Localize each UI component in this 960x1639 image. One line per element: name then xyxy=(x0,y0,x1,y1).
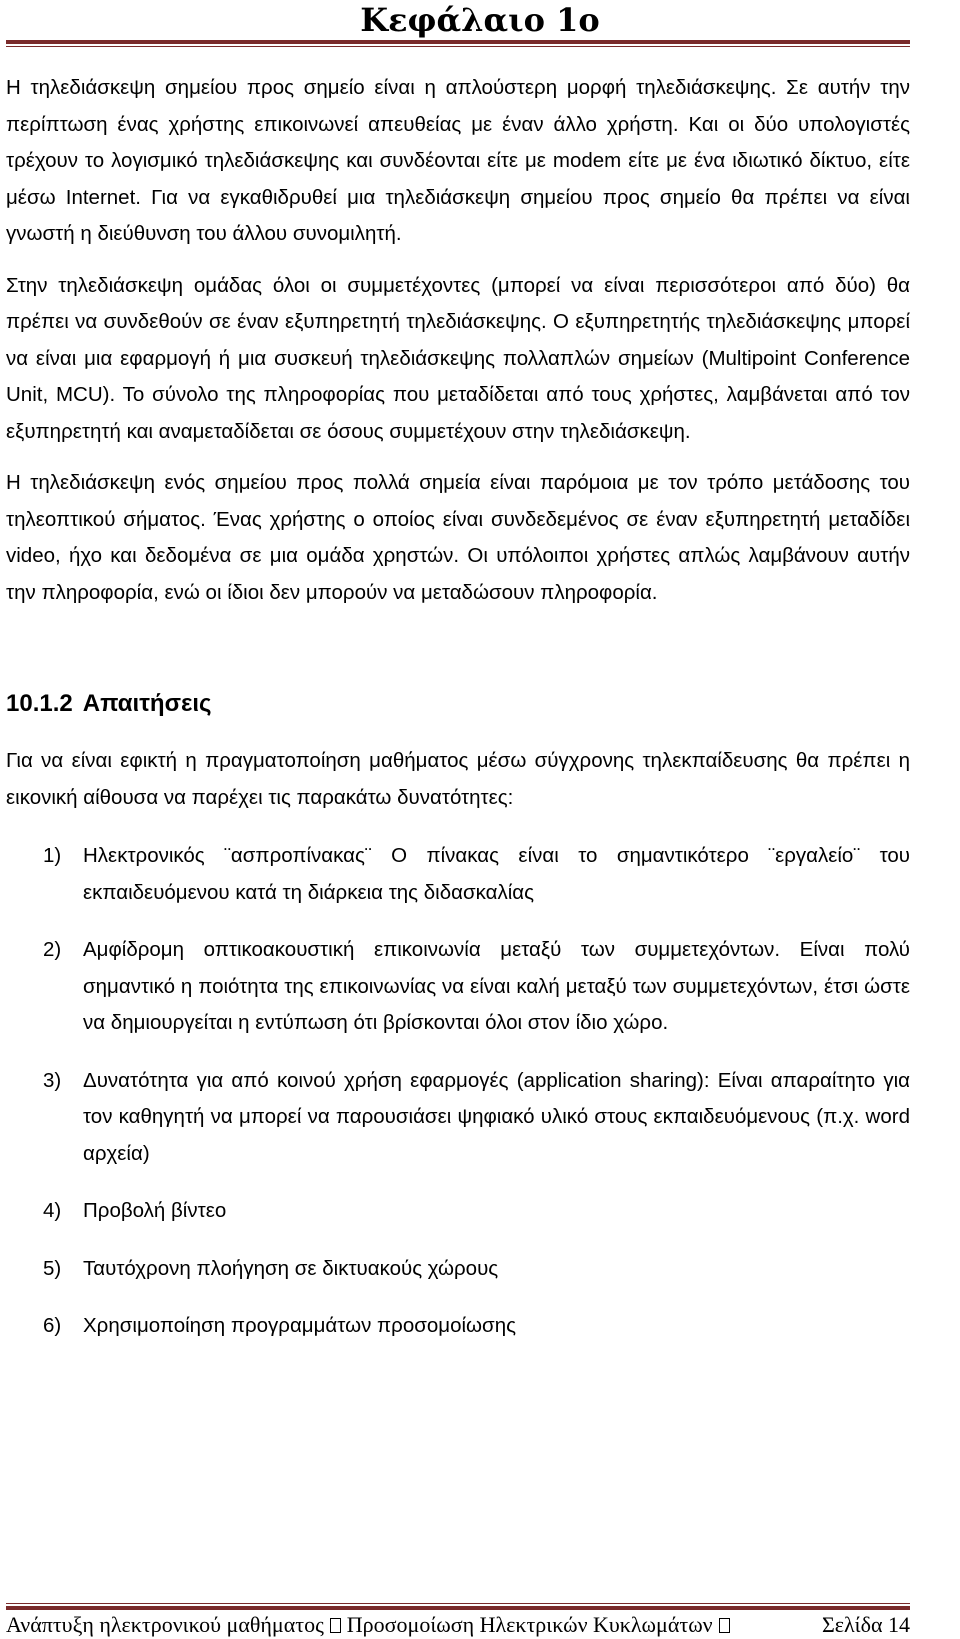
list-marker: 3) xyxy=(43,1068,62,1092)
list-item-text: Αμφίδρομη οπτικοακουστική επικοινωνία μεταξύ των συμμετεχόντων. Είναι πολύ σημαντικό η ποιότητα της επικοινωνίας να είναι καλή μεταξύ των συμμετεχόντων, έτσι ώστε να δημιουργείται η εντύπωση ότι βρίσκονται όλοι στον ίδιο χώρο. xyxy=(83,938,910,1034)
page-title: Κεφάλαιο 1ο xyxy=(360,1,600,39)
footer-rule-thin xyxy=(6,1603,910,1604)
footer-course-part: Ανάπτυξη ηλεκτρονικού μαθήματος xyxy=(6,1612,324,1637)
separator-box-icon xyxy=(719,1618,730,1633)
separator-box-icon xyxy=(330,1618,341,1633)
list-item xyxy=(6,838,910,911)
footer-page-number: Σελίδα 14 xyxy=(821,1612,910,1637)
section-number: 10.1.2 xyxy=(6,690,73,717)
list-item-text: Προβολή βίντεο xyxy=(83,1199,227,1222)
requirements-list xyxy=(6,838,910,1345)
footer-course-title xyxy=(6,1612,736,1638)
paragraph-point-to-point: Η τηλεδιάσκεψη σημείου προς σημείο είναι η απλούστερη μορφή τηλεδιάσκεψης. Σε αυτήν την περίπτωση ένας χρήστης επικοινωνεί απευθείας με έναν άλλο χρήστη. Και οι δύο υπολογιστές τρέχουν το λογισμικό τηλεδιάσκεψης και συνδέονται είτε με modem είτε με ένα ιδιωτικό δίκτυο, είτε μέσω Internet. Για να εγκαθιδρυθεί μια τηλεδιάσκεψη σημείου προς σημείο θα πρέπει να είναι γνωστή η διεύθυνση του άλλου συνομιλητή. xyxy=(6,76,910,245)
footer-rule xyxy=(6,1606,910,1610)
list-item-text: Ταυτόχρονη πλοήγηση σε δικτυακούς χώρους xyxy=(83,1256,499,1280)
list-item-text: Δυνατότητα για από κοινού χρήση εφαρμογές (application sharing): Είναι απαραίτητο για τον καθηγητή να μπορεί να παρουσιάσει ψηφιακό υλικό στους εκπαιδευόμενους (π.χ. word αρχεία) xyxy=(83,1068,910,1165)
list-item xyxy=(6,1251,910,1288)
list-marker: 1) xyxy=(43,844,62,867)
list-marker: 2) xyxy=(43,938,62,961)
header-rule-thin xyxy=(6,46,910,47)
footer-course-subtitle: Προσομοίωση Ηλεκτρικών Κυκλωμάτων xyxy=(346,1612,713,1637)
list-item xyxy=(6,1193,910,1230)
list-marker: 5) xyxy=(43,1256,62,1280)
section-intro: Για να είναι εφικτή η πραγματοποίηση μαθήματος μέσω σύγχρονης τηλεκπαίδευσης θα πρέπει η εικονική αίθουσα να παρέχει τις παρακάτω δυνατότητες: xyxy=(6,749,910,809)
list-item xyxy=(6,1308,910,1345)
list-marker: 4) xyxy=(43,1199,62,1222)
paragraph-one-to-many: Η τηλεδιάσκεψη ενός σημείου προς πολλά σημεία είναι παρόμοια με τον τρόπο μετάδοσης του τηλεοπτικού σήματος. Ένας χρήστης ο οποίος είναι συνδεδεμένος σε έναν εξυπηρετητή μεταδίδει video, ήχο και δεδομένα σε μια ομάδα χρηστών. Οι υπόλοιποι χρήστες απλώς λαμβάνουν αυτήν την πληροφορία, ενώ οι ίδιοι δεν μπορούν να μεταδώσουν πληροφορία. xyxy=(6,471,910,604)
document-body xyxy=(6,70,910,1366)
section-title: Απαιτήσεις xyxy=(82,690,212,717)
paragraph-group-conference: Στην τηλεδιάσκεψη ομάδας όλοι οι συμμετέχοντες (μπορεί να είναι περισσότεροι από δύο) θα πρέπει να συνδεθούν σε έναν εξυπηρετητή τηλεδιάσκεψης. Ο εξυπηρετητής τηλεδιάσκεψης μπορεί να είναι μια εφαρμογή ή μια συσκευή τηλεδιάσκεψης πολλαπλών σημείων (Multipoint Conference Unit, MCU). Το σύνολο της πληροφορίας που μεταδίδεται από τους χρήστες, λαμβάνεται από τον εξυπηρετητή και αναμεταδίδεται σε όσους συμμετέχουν στην τηλεδιάσκεψη. xyxy=(6,273,910,443)
list-item xyxy=(6,1063,910,1173)
header-rule xyxy=(6,40,910,44)
list-marker: 6) xyxy=(43,1314,62,1337)
list-item-text: Χρησιμοποίηση προγραμμάτων προσομοίωσης xyxy=(83,1314,516,1337)
page-footer xyxy=(6,1612,910,1638)
list-item-text: Ηλεκτρονικός ¨ασπροπίνακας¨ Ο πίνακας είναι το σημαντικότερο ¨εργαλείο¨ του εκπαιδευόμενου κατά τη διάρκεια της διδασκαλίας xyxy=(83,844,910,904)
list-item xyxy=(6,932,910,1042)
section-heading xyxy=(6,689,910,719)
